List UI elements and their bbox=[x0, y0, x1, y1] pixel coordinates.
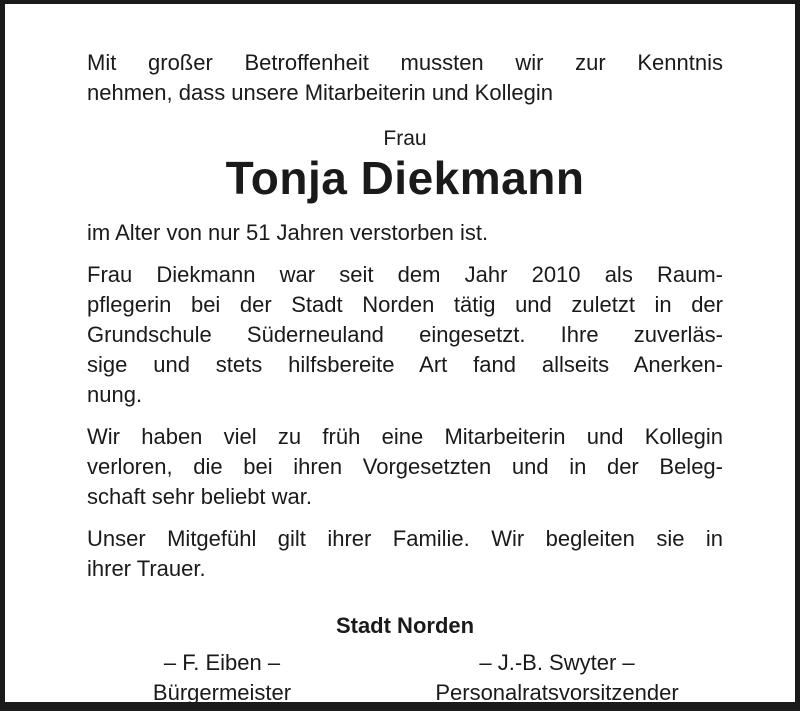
signer-name: – J.-B. Swyter – bbox=[479, 650, 635, 675]
paragraph-line: Grundschule Süderneuland eingesetzt. Ihre zuverläs- bbox=[87, 322, 723, 347]
honorific: Frau bbox=[383, 127, 427, 150]
paragraph-line: Wir haben viel zu früh eine Mitarbeiterin und Kollegin bbox=[87, 424, 723, 449]
age-text: im Alter von nur 51 Jahren verstorben ist. bbox=[87, 220, 489, 245]
signer-role: Bürgermeister bbox=[152, 680, 292, 705]
intro-paragraph bbox=[87, 48, 723, 108]
condolence-paragraph bbox=[87, 524, 723, 584]
loss-paragraph bbox=[87, 422, 723, 512]
paragraph-line: sige und stets hilfsbereite Art fand allseits Anerken- bbox=[87, 352, 723, 377]
paragraph-line: Frau Diekmann war seit dem Jahr 2010 als Raum- bbox=[87, 262, 723, 287]
paragraph-line: nung. bbox=[87, 382, 143, 407]
signer-role: Personalratsvorsitzender bbox=[435, 680, 679, 705]
age-line bbox=[87, 218, 723, 248]
paragraph-line: ihrer Trauer. bbox=[87, 556, 206, 581]
signer-council-chair bbox=[407, 648, 707, 708]
signer-name: – F. Eiben – bbox=[163, 650, 281, 675]
intro-line: Mit großer Betroffenheit mussten wir zur Kenntnis bbox=[87, 50, 723, 75]
employment-paragraph bbox=[87, 260, 723, 410]
obituary-content bbox=[87, 48, 723, 712]
paragraph-line: Unser Mitgefühl gilt ihrer Familie. Wir begleiten sie in bbox=[87, 526, 723, 551]
signatories bbox=[87, 648, 723, 712]
paragraph-line: pflegerin bei der Stadt Norden tätig und zuletzt in der bbox=[87, 292, 723, 317]
paragraph-line: schaft sehr beliebt war. bbox=[87, 484, 313, 509]
intro-line: nehmen, dass unsere Mitarbeiterin und Kollegin bbox=[87, 80, 553, 105]
deceased-name: Tonja Diekmann bbox=[225, 152, 585, 204]
paragraph-line: verloren, die bei ihren Vorgesetzten und in der Beleg- bbox=[87, 454, 723, 479]
signer-mayor bbox=[117, 648, 327, 708]
organization-name: Stadt Norden bbox=[335, 613, 475, 638]
